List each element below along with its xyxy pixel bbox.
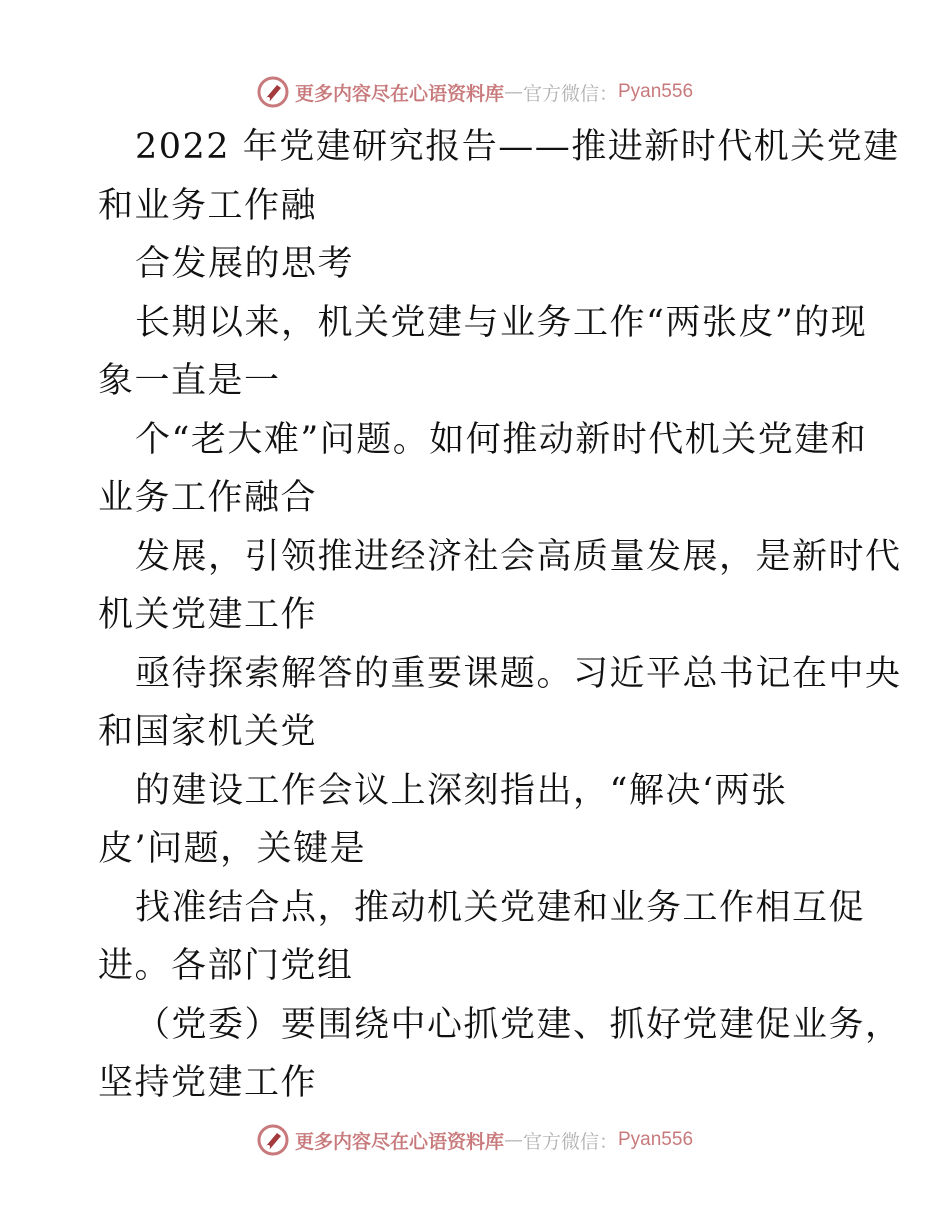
text-line: （党委）要围绕中心抓党建、抓好党建促业务， <box>135 1004 902 1045</box>
watermark-label: 官方微信： <box>522 1130 618 1153</box>
text-line: 业务工作融合 <box>98 478 318 518</box>
watermark-site-text: 更多内容尽在心语资料库 <box>294 1130 504 1153</box>
document-body <box>98 118 902 1113</box>
text-line: 机关党建工作 <box>98 595 318 635</box>
text-line: 发展，引领推进经济社会高质量发展，是新时代 <box>135 536 902 577</box>
text-line: 亟待探索解答的重要课题。习近平总书记在中央 <box>135 653 902 694</box>
watermark-label: 官方微信： <box>522 82 618 105</box>
text-line: 的建设工作会议上深刻指出，“解决‘两张 <box>135 770 788 811</box>
text-line: 个“老大难”问题。如何推动新时代机关党建和 <box>135 419 868 460</box>
text-line: 合发展的思考 <box>135 244 355 284</box>
text-line: 找准结合点，推动机关党建和业务工作相互促 <box>135 887 866 928</box>
text-line: 和国家机关党 <box>98 712 318 752</box>
text-line: 象一直是一 <box>98 361 281 401</box>
text-line: 长期以来，机关党建与业务工作“两张皮”的现 <box>135 302 868 343</box>
watermark-account: Pyan556 <box>618 1129 694 1150</box>
text-line: 坚持党建工作 <box>98 1063 318 1103</box>
header-watermark <box>0 72 950 112</box>
pen-nib-logo-icon <box>257 76 289 108</box>
text-line: 皮’问题，关键是 <box>98 829 367 869</box>
text-line: 进。各部门党组 <box>98 946 354 986</box>
watermark-separator: — <box>503 1129 523 1151</box>
footer-watermark <box>0 1120 950 1160</box>
watermark-account: Pyan556 <box>618 81 694 102</box>
watermark-site-text: 更多内容尽在心语资料库 <box>294 82 504 105</box>
text-line: 2022 年党建研究报告——推进新时代机关党建 <box>135 127 900 167</box>
text-line: 和业务工作融 <box>98 185 318 226</box>
watermark-separator: — <box>503 81 523 103</box>
pen-nib-logo-icon <box>257 1124 289 1156</box>
